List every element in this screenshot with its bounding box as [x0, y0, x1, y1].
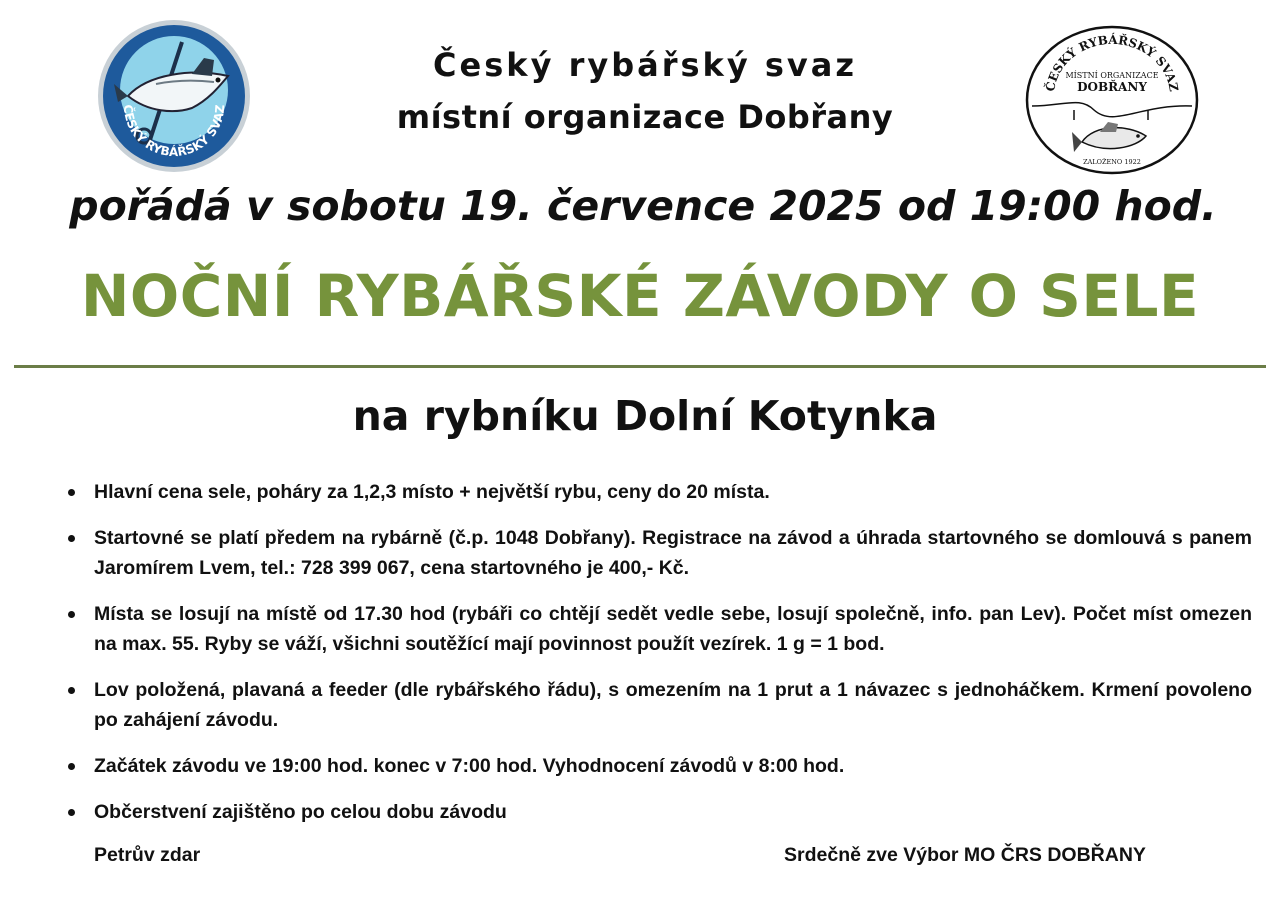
footer-invite: Srdečně zve Výbor MO ČRS DOBŘANY	[784, 844, 1146, 866]
seal-arc-text: ČESKÝ RYBÁŘSKÝ SVAZ	[1043, 32, 1181, 93]
divider	[14, 365, 1266, 368]
event-title: NOČNÍ RYBÁŘSKÉ ZÁVODY O SELE	[80, 262, 1200, 330]
info-list	[66, 477, 1252, 843]
info-item-prizes: Hlavní cena sele, poháry za 1,2,3 místo + největší rybu, ceny do 20 místa.	[66, 477, 1252, 507]
left-logo-arc-text: ČESKÝ RYBÁŘSKÝ SVAZ	[120, 104, 228, 160]
info-item-refreshments: Občerstvení zajištěno po celou dobu závodu	[66, 797, 1252, 827]
info-item-registration: Startovné se platí předem na rybárně (č.p. 1048 Dobřany). Registrace na závod a úhrada startovného se domlouvá s panem Jaromírem Lvem, tel.: 728 399 067, cena startovného je 400,- Kč.	[66, 523, 1252, 583]
info-item-schedule: Začátek závodu ve 19:00 hod. konec v 7:00 hod. Vyhodnocení závodů v 8:00 hod.	[66, 751, 1252, 781]
event-location: na rybníku Dolní Kotynka	[352, 392, 938, 440]
info-item-draw: Místa se losují na místě od 17.30 hod (rybáři co chtějí sedět vedle sebe, losují společně, info. pan Lev). Počet míst omezen na max. 55. Ryby se váží, všichni soutěžící mají povinnost použít vezírek. 1 g = 1 bod.	[66, 599, 1252, 659]
crs-fish-logo-icon	[96, 18, 252, 174]
seal-line1: MÍSTNÍ ORGANIZACE	[1065, 71, 1159, 80]
mo-dobrany-seal-icon	[1024, 24, 1200, 176]
org-title: Český rybářský svaz	[433, 46, 857, 84]
event-date-line: pořádá v sobotu 19. července 2025 od 19:00 hod.	[69, 182, 1217, 230]
seal-line2: DOBŘANY	[1077, 80, 1147, 94]
info-item-rules: Lov položená, plavaná a feeder (dle rybářského řádu), s omezením na 1 prut a 1 návazec s jednoháčkem. Krmení povoleno po zahájení závodu.	[66, 675, 1252, 735]
seal-founded: ZALOŽENO 1922	[1083, 158, 1141, 166]
org-subtitle: místní organizace Dobřany	[396, 98, 894, 136]
footer-greeting: Petrův zdar	[94, 844, 201, 866]
